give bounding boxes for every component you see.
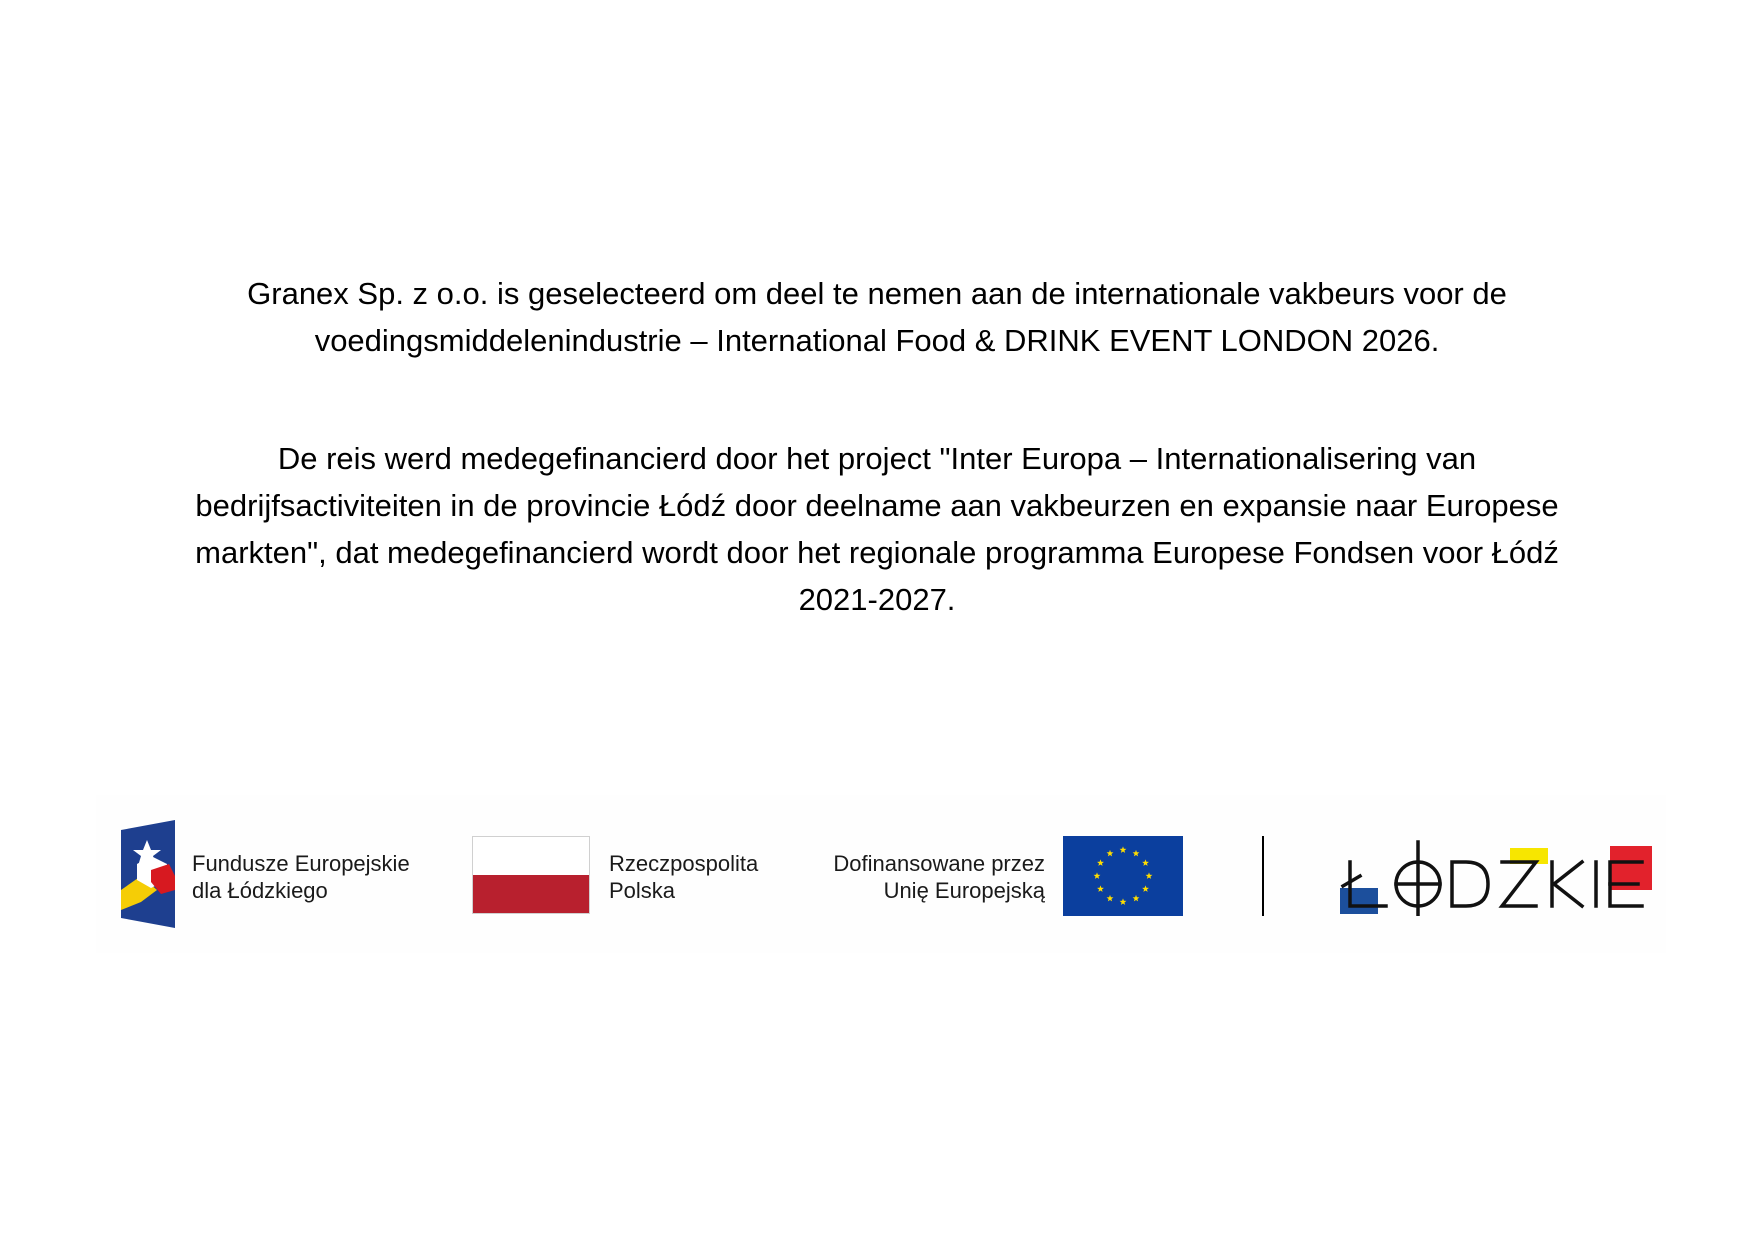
eu-label-line-1: Dofinansowane przez: [833, 851, 1045, 876]
fundusze-label-line-2: dla Łódzkiego: [192, 878, 328, 903]
intro-paragraph: [110, 270, 1644, 364]
fundusze-label-line-1: Fundusze Europejskie: [192, 851, 410, 876]
polish-flag-white-stripe: [473, 837, 589, 875]
eu-flag: [1063, 836, 1183, 916]
eu-label: [760, 850, 1045, 904]
intro-line-2: voedingsmiddelenindustrie – International Food & DRINK EVENT LONDON 2026.: [314, 323, 1440, 358]
funding-paragraph: [110, 435, 1644, 623]
poland-label-line-2: Polska: [609, 878, 676, 903]
funding-line-1: De reis werd medegefinancierd door het project "Inter Europa – Internationalisering van: [277, 441, 1477, 476]
eu-label-line-2: Unię Europejską: [883, 878, 1045, 903]
lodzkie-logo: [1340, 836, 1652, 916]
poland-label: [609, 850, 758, 904]
poland-label-line-1: Rzeczpospolita: [609, 851, 759, 876]
intro-line-1: Granex Sp. z o.o. is geselecteerd om deel te nemen aan de internationale vakbeurs voor de: [247, 276, 1507, 311]
fundusze-label: [192, 850, 410, 904]
funding-line-4: 2021-2027.: [798, 582, 956, 617]
funding-line-2: bedrijfsactiviteiten in de provincie Łódź door deelname aan vakbeurzen en expansie naar Europese: [195, 488, 1559, 523]
fundusze-europejskie-logo: [121, 820, 175, 928]
logo-separator: [1262, 836, 1264, 916]
polish-flag-red-stripe: [473, 875, 589, 913]
funding-line-3: markten", dat medegefinancierd wordt door het regionale programma Europese Fondsen voor Łódź: [195, 535, 1559, 570]
polish-flag: [472, 836, 590, 914]
